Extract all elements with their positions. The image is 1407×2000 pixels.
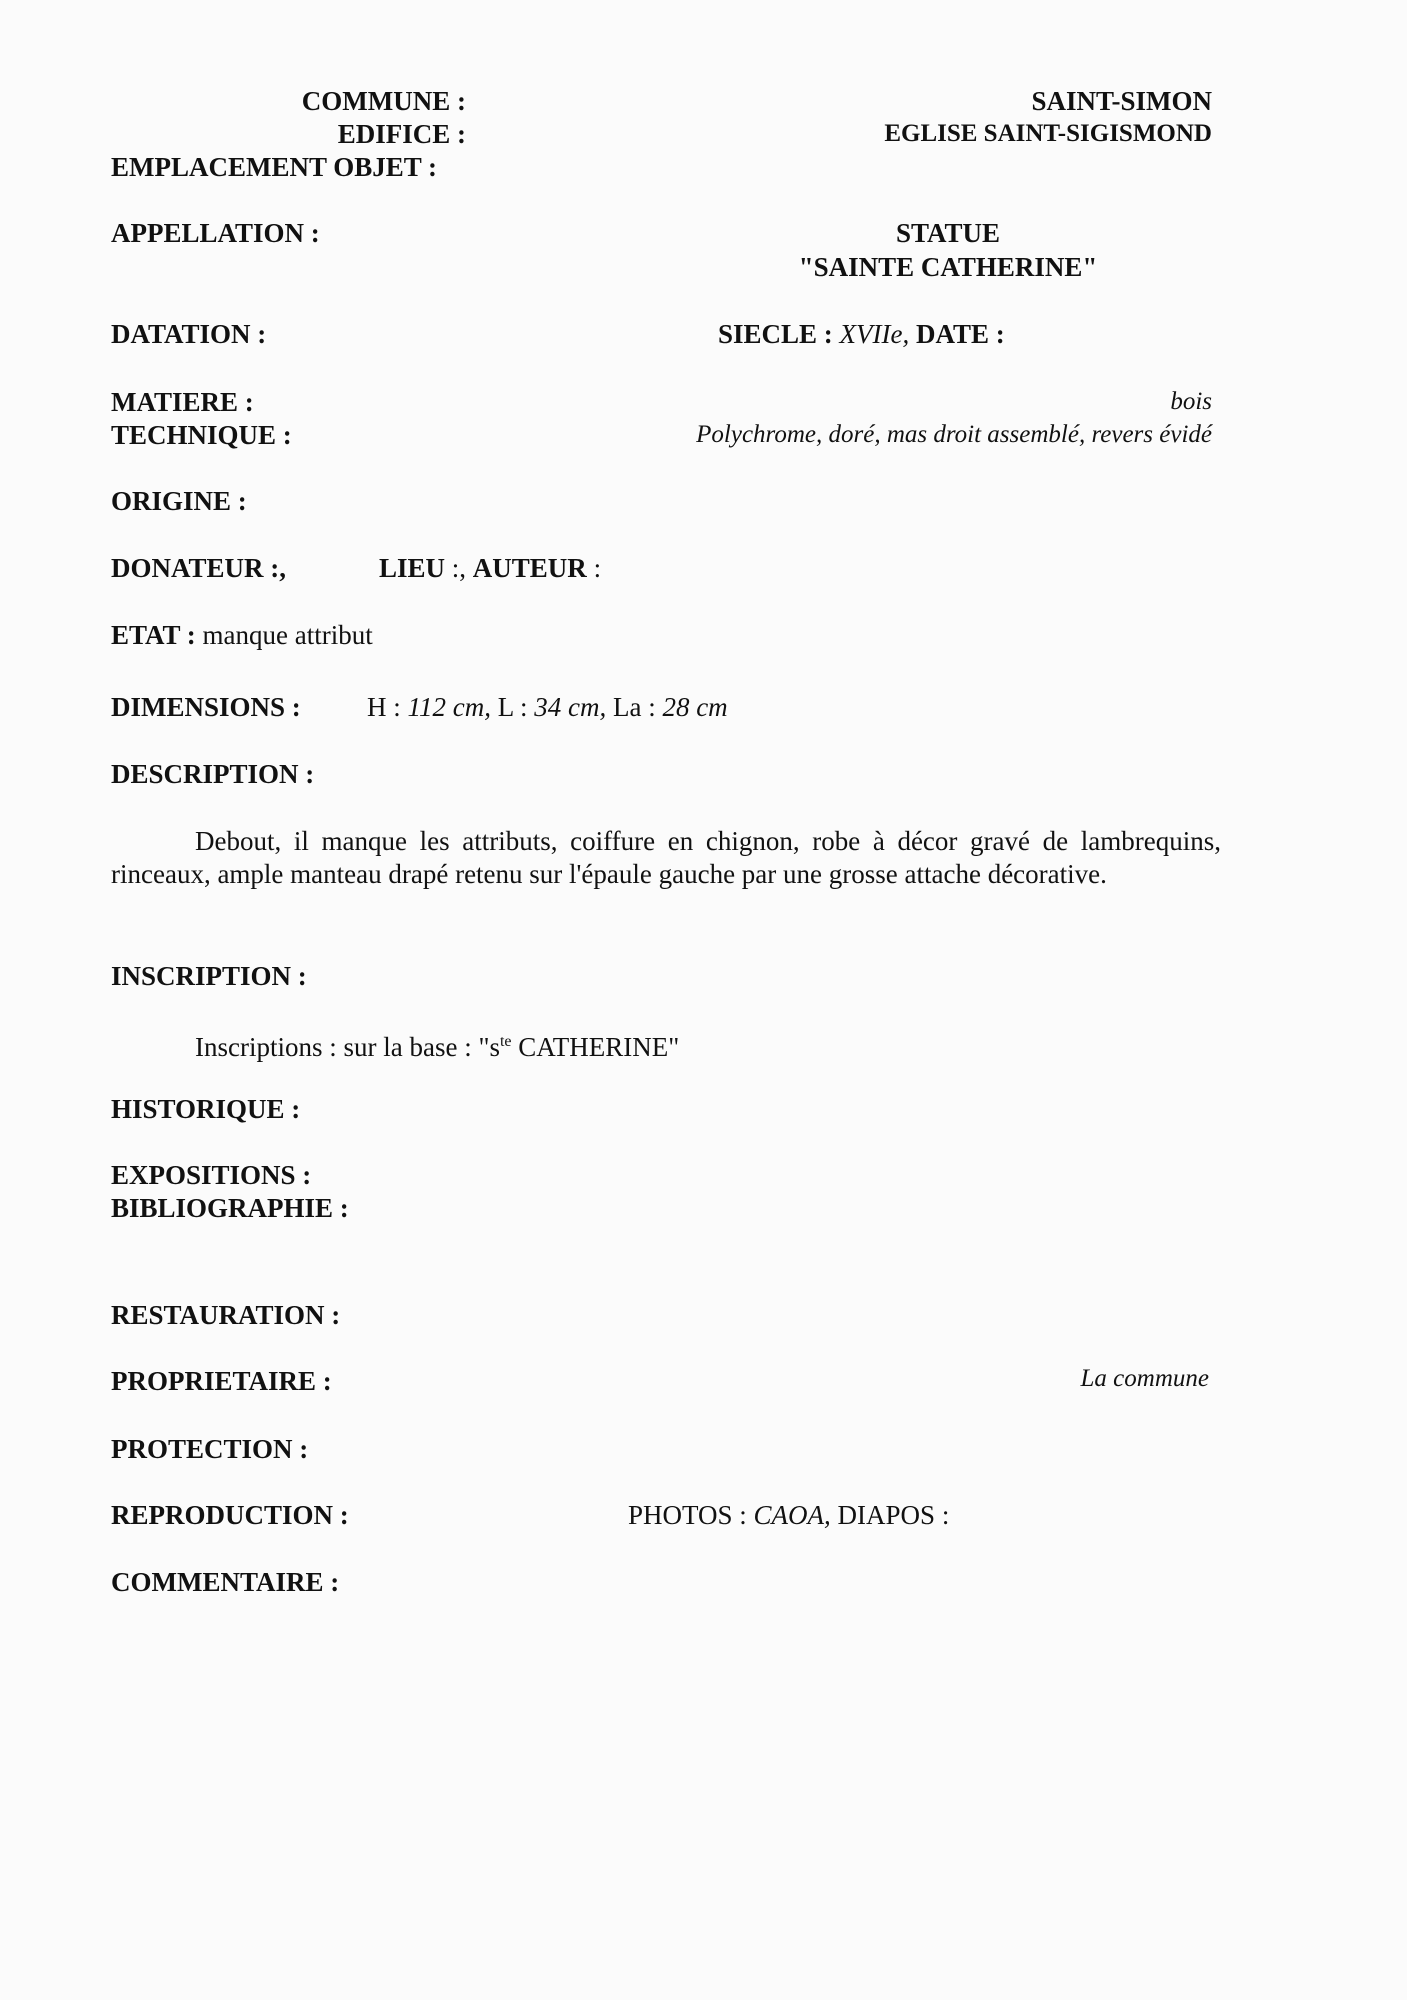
inscription-prefix: Inscriptions : sur la base : "s: [195, 1032, 500, 1062]
description-label: DESCRIPTION :: [111, 759, 315, 789]
appellation-line2: "SAINTE CATHERINE": [798, 252, 1098, 282]
technique-value: Polychrome, doré, mas droit assemblé, revers évidé: [696, 421, 1212, 448]
description-text: Debout, il manque les attributs, coiffure en chignon, robe à décor gravé de lambrequins, rinceaux, ample manteau drapé retenu sur l'épaule gauche par une grosse attache décorative.: [111, 826, 1221, 889]
date-label: DATE :: [916, 319, 1005, 349]
historique-label: HISTORIQUE :: [111, 1094, 301, 1124]
protection-label: PROTECTION :: [111, 1434, 309, 1464]
lieu-label: LIEU: [379, 553, 446, 583]
lieu-sep: :,: [445, 553, 473, 583]
auteur-sep: :: [586, 553, 602, 583]
technique-label: TECHNIQUE :: [111, 420, 292, 450]
diapos-label: DIAPOS :: [830, 1500, 950, 1530]
dimensions-values: [367, 691, 728, 723]
appellation-label: APPELLATION :: [111, 218, 320, 248]
photos-label: PHOTOS :: [628, 1500, 754, 1530]
inscription-text: [195, 1026, 679, 1063]
length-value: 34 cm,: [534, 692, 607, 722]
dimensions-label: DIMENSIONS :: [111, 692, 301, 722]
bibliographie-label: BIBLIOGRAPHIE :: [111, 1193, 349, 1223]
matiere-value: bois: [1170, 388, 1212, 415]
reproduction-values: [628, 1499, 949, 1531]
photos-value: CAOA,: [753, 1500, 831, 1530]
commune-value: SAINT-SIMON: [1031, 86, 1212, 116]
etat-line: [111, 619, 373, 651]
lieu-auteur-line: [379, 552, 601, 584]
etat-value: manque attribut: [202, 620, 373, 650]
height-label: H :: [367, 692, 408, 722]
reproduction-label: REPRODUCTION :: [111, 1500, 349, 1530]
siecle-label: SIECLE :: [718, 319, 833, 349]
height-value: 112 cm,: [407, 692, 491, 722]
length-label: L :: [490, 692, 535, 722]
inscription-superscript: te: [499, 1033, 512, 1050]
siecle-value: XVIIe,: [839, 319, 910, 349]
proprietaire-value: La commune: [1080, 1365, 1209, 1392]
appellation-line1: STATUE: [895, 218, 1001, 248]
commune-label: COMMUNE :: [301, 86, 466, 116]
etat-label: ETAT :: [111, 620, 196, 650]
commentaire-label: COMMENTAIRE :: [111, 1567, 340, 1597]
width-value: 28 cm: [662, 692, 728, 722]
proprietaire-label: PROPRIETAIRE :: [111, 1366, 332, 1396]
width-label: La :: [606, 692, 663, 722]
origine-label: ORIGINE :: [111, 486, 247, 516]
inscription-suffix: CATHERINE": [511, 1032, 680, 1062]
matiere-label: MATIERE :: [111, 387, 254, 417]
donateur-label: DONATEUR :,: [111, 553, 286, 583]
restauration-label: RESTAURATION :: [111, 1300, 341, 1330]
edifice-label: EDIFICE :: [337, 119, 466, 149]
auteur-label: AUTEUR: [472, 553, 587, 583]
edifice-value: EGLISE SAINT-SIGISMOND: [884, 120, 1212, 147]
inscription-label: INSCRIPTION :: [111, 961, 307, 991]
datation-label: DATATION :: [111, 319, 267, 349]
siecle-line: [718, 318, 1005, 350]
expositions-label: EXPOSITIONS :: [111, 1160, 312, 1190]
emplacement-label: EMPLACEMENT OBJET :: [111, 152, 438, 182]
